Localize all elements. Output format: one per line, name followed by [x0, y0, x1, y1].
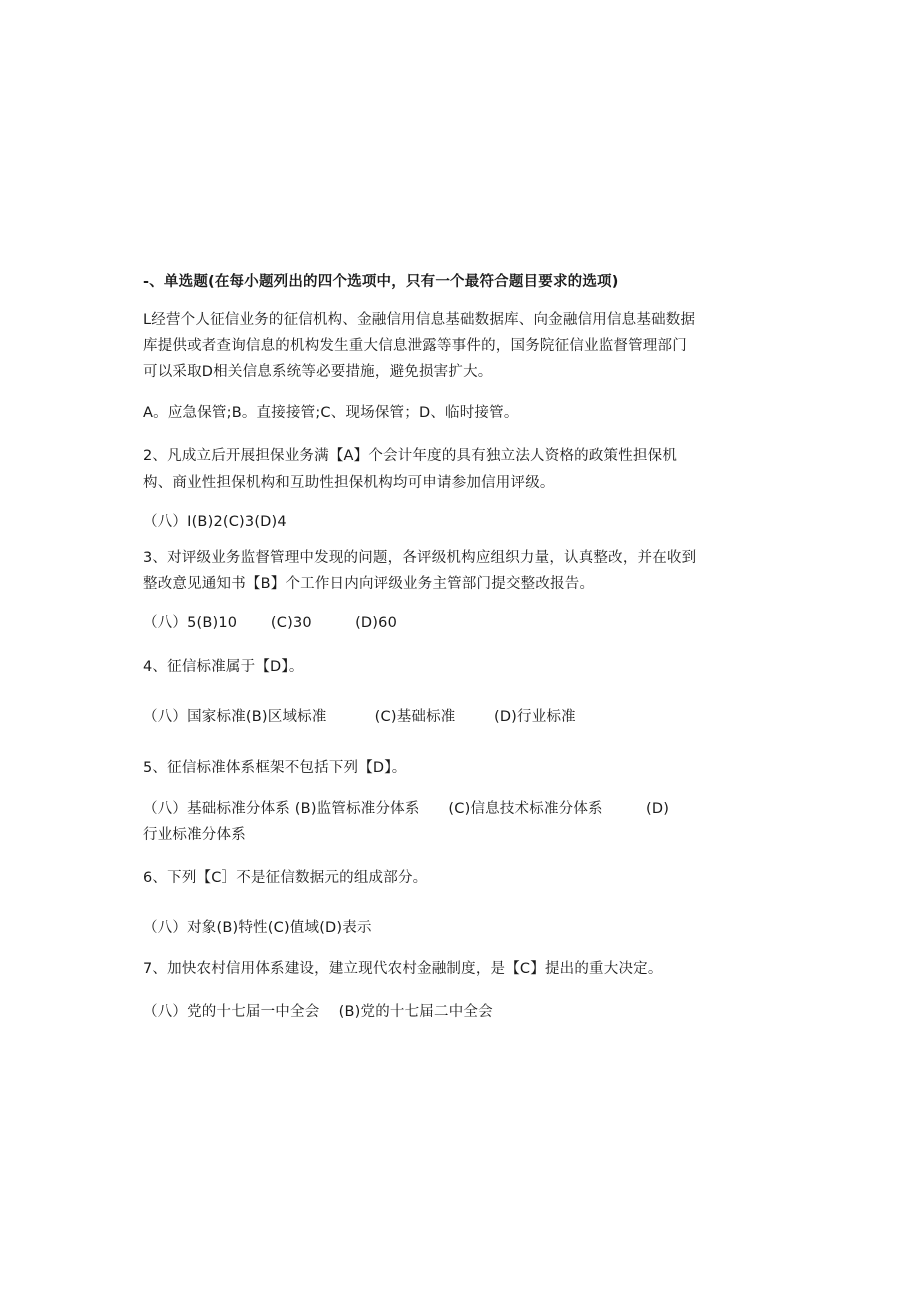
question-5-options-line-1: （八）基础标准分体系 (B)监管标准分体系 (C)信息技术标准分体系 (D): [143, 801, 670, 817]
question-2-options: （八）I(B)2(C)3(D)4: [143, 514, 287, 530]
question-7-options: （八）党的十七届一中全会 (B)党的十七届二中全会: [143, 1004, 493, 1020]
question-4-options: （八）国家标准(B)区域标准 (C)基础标准 (D)行业标准: [143, 709, 576, 725]
question-4-stem: 4、征信标准属于【D】。: [143, 659, 304, 675]
question-3-stem-line-1: 3、对评级业务监督管理中发现的问题，各评级机构应组织力量，认真整改，并在收到: [143, 550, 697, 566]
question-1-stem-line-2: 库提供或者查询信息的机构发生重大信息泄露等事件的，国务院征信业监督管理部门: [143, 338, 687, 354]
question-1-stem-line-1: L经营个人征信业务的征信机构、金融信用信息基础数据库、向金融信用信息基础数据: [143, 312, 696, 328]
question-6-options: （八）对象(B)特性(C)值域(D)表示: [143, 920, 372, 936]
question-6-stem: 6、下列【C］不是征信数据元的组成部分。: [143, 870, 428, 886]
question-3-stem-line-2: 整改意见通知书【B】个工作日内向评级业务主管部门提交整改报告。: [143, 576, 595, 592]
question-5-options-line-2: 行业标准分体系: [143, 827, 246, 843]
question-3-options: （八）5(B)10 (C)30 (D)60: [143, 615, 398, 631]
question-1-stem-line-3: 可以采取D相关信息系统等必要措施，避免损害扩大。: [143, 364, 493, 380]
question-5-stem: 5、征信标准体系框架不包括下列【D】。: [143, 760, 407, 776]
section-title: -、单选题(在每小题列出的四个选项中，只有一个最符合题目要求的选项): [143, 274, 619, 290]
question-2-stem-line-1: 2、凡成立后开展担保业务满【A】个会计年度的具有独立法人资格的政策性担保机: [143, 448, 678, 464]
question-7-stem: 7、加快农村信用体系建设，建立现代农村金融制度，是【C】提出的重大决定。: [143, 961, 663, 977]
question-1-options: A。应急保管;B。直接接管;C、现场保管；D、临时接管。: [143, 405, 519, 421]
question-2-stem-line-2: 构、商业性担保机构和互助性担保机构均可申请参加信用评级。: [143, 475, 555, 491]
